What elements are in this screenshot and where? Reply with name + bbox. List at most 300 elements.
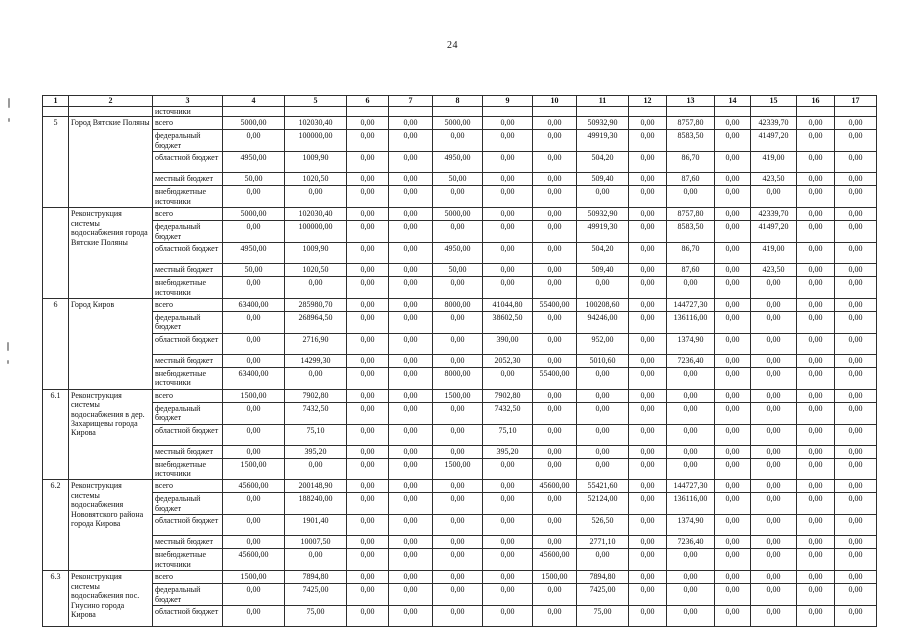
column-number-cell: 2 <box>69 96 153 107</box>
value-cell: 0,00 <box>751 480 797 493</box>
value-cell: 0,00 <box>751 445 797 458</box>
value-cell: 0,00 <box>797 298 835 311</box>
value-cell: 0,00 <box>835 130 877 152</box>
table-row <box>43 571 877 584</box>
value-cell: 0,00 <box>533 458 577 480</box>
section-number-cell: 6.1 <box>43 389 69 480</box>
value-cell: 509,40 <box>577 173 629 186</box>
value-cell: 86,70 <box>667 152 715 173</box>
value-cell: 136116,00 <box>667 311 715 333</box>
budget-type-cell: федеральный бюджет <box>153 221 223 243</box>
value-cell: 0,00 <box>667 584 715 606</box>
value-cell: 0,00 <box>629 606 667 627</box>
value-cell: 75,00 <box>285 606 347 627</box>
value-cell: 0,00 <box>483 571 533 584</box>
value-cell: 0,00 <box>629 354 667 367</box>
value-cell: 0,00 <box>483 536 533 549</box>
value-cell: 0,00 <box>577 445 629 458</box>
empty-cell <box>835 107 877 117</box>
value-cell: 0,00 <box>751 354 797 367</box>
value-cell: 0,00 <box>483 493 533 515</box>
value-cell: 0,00 <box>285 458 347 480</box>
value-cell: 0,00 <box>533 264 577 277</box>
value-cell: 41497,20 <box>751 221 797 243</box>
scan-artifact <box>7 360 9 364</box>
value-cell: 0,00 <box>483 549 533 571</box>
value-cell: 0,00 <box>751 515 797 536</box>
value-cell: 0,00 <box>433 333 483 354</box>
value-cell: 0,00 <box>389 221 433 243</box>
value-cell: 423,50 <box>751 264 797 277</box>
value-cell: 0,00 <box>835 264 877 277</box>
value-cell: 0,00 <box>751 536 797 549</box>
value-cell: 0,00 <box>751 458 797 480</box>
value-cell: 8583,50 <box>667 130 715 152</box>
value-cell: 0,00 <box>533 445 577 458</box>
value-cell: 1374,90 <box>667 333 715 354</box>
budget-type-cell: местный бюджет <box>153 536 223 549</box>
table-row <box>43 152 877 173</box>
column-number-cell: 16 <box>797 96 835 107</box>
value-cell: 0,00 <box>483 480 533 493</box>
value-cell: 0,00 <box>797 221 835 243</box>
column-number-cell: 10 <box>533 96 577 107</box>
value-cell: 5000,00 <box>433 208 483 221</box>
value-cell: 0,00 <box>389 130 433 152</box>
value-cell: 0,00 <box>797 549 835 571</box>
value-cell: 0,00 <box>835 186 877 208</box>
value-cell: 0,00 <box>835 584 877 606</box>
value-cell: 0,00 <box>835 515 877 536</box>
section-number-cell: 6.3 <box>43 571 69 627</box>
value-cell: 0,00 <box>797 208 835 221</box>
value-cell: 0,00 <box>389 389 433 402</box>
value-cell: 0,00 <box>389 298 433 311</box>
budget-type-cell: всего <box>153 389 223 402</box>
value-cell: 0,00 <box>533 333 577 354</box>
value-cell: 49919,30 <box>577 221 629 243</box>
empty-cell <box>285 107 347 117</box>
value-cell: 0,00 <box>797 333 835 354</box>
value-cell: 1009,90 <box>285 243 347 264</box>
value-cell: 0,00 <box>389 402 433 424</box>
value-cell: 0,00 <box>285 367 347 389</box>
value-cell: 0,00 <box>433 571 483 584</box>
value-cell: 0,00 <box>433 186 483 208</box>
column-number-cell: 8 <box>433 96 483 107</box>
value-cell: 0,00 <box>629 549 667 571</box>
value-cell: 0,00 <box>797 606 835 627</box>
budget-type-cell: всего <box>153 117 223 130</box>
value-cell: 0,00 <box>533 277 577 299</box>
value-cell: 0,00 <box>433 536 483 549</box>
value-cell: 0,00 <box>629 152 667 173</box>
value-cell: 0,00 <box>629 445 667 458</box>
value-cell: 50,00 <box>223 173 285 186</box>
column-number-cell: 14 <box>715 96 751 107</box>
value-cell: 0,00 <box>533 354 577 367</box>
value-cell: 0,00 <box>629 402 667 424</box>
value-cell: 63400,00 <box>223 367 285 389</box>
value-cell: 0,00 <box>797 173 835 186</box>
budget-type-cell: областной бюджет <box>153 515 223 536</box>
value-cell: 0,00 <box>715 515 751 536</box>
value-cell: 100000,00 <box>285 130 347 152</box>
value-cell: 0,00 <box>389 571 433 584</box>
value-cell: 0,00 <box>347 402 389 424</box>
value-cell: 50932,90 <box>577 117 629 130</box>
value-cell: 285980,70 <box>285 298 347 311</box>
budget-type-cell: всего <box>153 298 223 311</box>
value-cell: 8000,00 <box>433 298 483 311</box>
value-cell: 0,00 <box>347 333 389 354</box>
value-cell: 49919,30 <box>577 130 629 152</box>
value-cell: 0,00 <box>835 208 877 221</box>
value-cell: 0,00 <box>797 367 835 389</box>
value-cell: 4950,00 <box>433 152 483 173</box>
value-cell: 0,00 <box>347 515 389 536</box>
value-cell: 0,00 <box>533 402 577 424</box>
value-cell: 0,00 <box>347 367 389 389</box>
budget-type-cell: местный бюджет <box>153 354 223 367</box>
section-name-cell: Реконструкция системы водоснабжения в дер. Захарищевы города Кирова <box>69 389 153 480</box>
value-cell: 188240,00 <box>285 493 347 515</box>
column-number-cell: 17 <box>835 96 877 107</box>
value-cell: 0,00 <box>389 367 433 389</box>
value-cell: 55400,00 <box>533 298 577 311</box>
value-cell: 0,00 <box>715 208 751 221</box>
table-row <box>43 208 877 221</box>
value-cell: 0,00 <box>223 445 285 458</box>
table-row <box>43 480 877 493</box>
value-cell: 0,00 <box>751 186 797 208</box>
value-cell: 7432,50 <box>285 402 347 424</box>
value-cell: 45600,00 <box>223 480 285 493</box>
column-number-cell: 15 <box>751 96 797 107</box>
table-row <box>43 606 877 627</box>
value-cell: 0,00 <box>389 354 433 367</box>
empty-cell <box>667 107 715 117</box>
value-cell: 1020,50 <box>285 173 347 186</box>
budget-type-cell: внебюджетные источники <box>153 458 223 480</box>
value-cell: 0,00 <box>797 445 835 458</box>
value-cell: 0,00 <box>715 243 751 264</box>
empty-cell <box>715 107 751 117</box>
value-cell: 4950,00 <box>433 243 483 264</box>
value-cell: 0,00 <box>715 221 751 243</box>
budget-type-cell: внебюджетные источники <box>153 549 223 571</box>
value-cell: 5000,00 <box>223 117 285 130</box>
column-number-cell: 3 <box>153 96 223 107</box>
value-cell: 0,00 <box>667 186 715 208</box>
value-cell: 0,00 <box>667 424 715 445</box>
value-cell: 0,00 <box>835 221 877 243</box>
value-cell: 0,00 <box>667 277 715 299</box>
value-cell: 0,00 <box>433 515 483 536</box>
value-cell: 0,00 <box>483 264 533 277</box>
value-cell: 0,00 <box>223 515 285 536</box>
table-row <box>43 536 877 549</box>
value-cell: 0,00 <box>533 186 577 208</box>
value-cell: 102030,40 <box>285 117 347 130</box>
table-section <box>43 480 877 571</box>
value-cell: 0,00 <box>223 424 285 445</box>
value-cell: 0,00 <box>797 130 835 152</box>
value-cell: 0,00 <box>433 354 483 367</box>
value-cell: 0,00 <box>835 402 877 424</box>
value-cell: 0,00 <box>223 606 285 627</box>
value-cell: 0,00 <box>715 367 751 389</box>
value-cell: 0,00 <box>389 445 433 458</box>
value-cell: 0,00 <box>347 186 389 208</box>
value-cell: 0,00 <box>835 424 877 445</box>
value-cell: 395,20 <box>483 445 533 458</box>
scan-artifact <box>8 98 10 108</box>
value-cell: 0,00 <box>347 152 389 173</box>
value-cell: 0,00 <box>797 311 835 333</box>
value-cell: 45600,00 <box>223 549 285 571</box>
value-cell: 0,00 <box>715 536 751 549</box>
value-cell: 0,00 <box>223 130 285 152</box>
value-cell: 0,00 <box>835 389 877 402</box>
value-cell: 50932,90 <box>577 208 629 221</box>
value-cell: 0,00 <box>797 277 835 299</box>
carryover-row <box>43 107 877 117</box>
value-cell: 0,00 <box>285 186 347 208</box>
value-cell: 0,00 <box>347 264 389 277</box>
value-cell: 0,00 <box>433 480 483 493</box>
value-cell: 0,00 <box>533 152 577 173</box>
value-cell: 0,00 <box>629 186 667 208</box>
value-cell: 0,00 <box>835 173 877 186</box>
value-cell: 1500,00 <box>223 389 285 402</box>
value-cell: 0,00 <box>835 571 877 584</box>
value-cell: 395,20 <box>285 445 347 458</box>
value-cell: 1500,00 <box>433 389 483 402</box>
value-cell: 0,00 <box>389 480 433 493</box>
value-cell: 0,00 <box>347 536 389 549</box>
value-cell: 0,00 <box>797 536 835 549</box>
empty-cell <box>43 107 69 117</box>
value-cell: 102030,40 <box>285 208 347 221</box>
budget-type-cell: всего <box>153 480 223 493</box>
value-cell: 0,00 <box>667 445 715 458</box>
value-cell: 0,00 <box>483 606 533 627</box>
value-cell: 4950,00 <box>223 243 285 264</box>
value-cell: 0,00 <box>797 117 835 130</box>
value-cell: 0,00 <box>751 367 797 389</box>
empty-cell <box>69 107 153 117</box>
value-cell: 5000,00 <box>223 208 285 221</box>
value-cell: 0,00 <box>835 458 877 480</box>
value-cell: 0,00 <box>533 515 577 536</box>
value-cell: 0,00 <box>629 208 667 221</box>
value-cell: 0,00 <box>389 606 433 627</box>
value-cell: 0,00 <box>223 536 285 549</box>
value-cell: 0,00 <box>835 277 877 299</box>
value-cell: 5010,60 <box>577 354 629 367</box>
value-cell: 7236,40 <box>667 354 715 367</box>
value-cell: 0,00 <box>751 584 797 606</box>
value-cell: 268964,50 <box>285 311 347 333</box>
value-cell: 0,00 <box>433 221 483 243</box>
empty-cell <box>629 107 667 117</box>
table-row <box>43 277 877 299</box>
value-cell: 0,00 <box>667 458 715 480</box>
empty-cell <box>483 107 533 117</box>
value-cell: 0,00 <box>389 493 433 515</box>
value-cell: 7902,80 <box>285 389 347 402</box>
value-cell: 7425,00 <box>285 584 347 606</box>
value-cell: 0,00 <box>751 424 797 445</box>
value-cell: 0,00 <box>835 354 877 367</box>
value-cell: 0,00 <box>433 311 483 333</box>
value-cell: 0,00 <box>433 606 483 627</box>
table-row <box>43 549 877 571</box>
value-cell: 0,00 <box>797 584 835 606</box>
value-cell: 0,00 <box>835 549 877 571</box>
value-cell: 0,00 <box>389 277 433 299</box>
value-cell: 0,00 <box>389 173 433 186</box>
value-cell: 0,00 <box>715 389 751 402</box>
budget-type-cell: областной бюджет <box>153 152 223 173</box>
section-name-cell: Реконструкция системы водоснабжения Нововятского района города Кирова <box>69 480 153 571</box>
value-cell: 0,00 <box>751 389 797 402</box>
value-cell: 0,00 <box>483 173 533 186</box>
value-cell: 0,00 <box>389 264 433 277</box>
value-cell: 1020,50 <box>285 264 347 277</box>
value-cell: 0,00 <box>797 515 835 536</box>
value-cell: 0,00 <box>715 571 751 584</box>
value-cell: 0,00 <box>347 445 389 458</box>
value-cell: 0,00 <box>835 117 877 130</box>
value-cell: 0,00 <box>667 606 715 627</box>
value-cell: 0,00 <box>667 402 715 424</box>
value-cell: 0,00 <box>223 277 285 299</box>
value-cell: 0,00 <box>835 367 877 389</box>
value-cell: 0,00 <box>715 549 751 571</box>
value-cell: 0,00 <box>629 130 667 152</box>
value-cell: 0,00 <box>433 424 483 445</box>
value-cell: 0,00 <box>389 243 433 264</box>
value-cell: 0,00 <box>751 493 797 515</box>
value-cell: 0,00 <box>347 221 389 243</box>
value-cell: 75,00 <box>577 606 629 627</box>
table-section <box>43 571 877 627</box>
value-cell: 0,00 <box>533 389 577 402</box>
value-cell: 0,00 <box>715 186 751 208</box>
value-cell: 0,00 <box>629 173 667 186</box>
value-cell: 0,00 <box>629 389 667 402</box>
value-cell: 0,00 <box>347 549 389 571</box>
empty-cell <box>347 107 389 117</box>
value-cell: 4950,00 <box>223 152 285 173</box>
value-cell: 0,00 <box>223 311 285 333</box>
value-cell: 0,00 <box>667 389 715 402</box>
table-row <box>43 173 877 186</box>
value-cell: 0,00 <box>389 536 433 549</box>
value-cell: 0,00 <box>629 311 667 333</box>
value-cell: 504,20 <box>577 243 629 264</box>
column-number-cell: 5 <box>285 96 347 107</box>
value-cell: 0,00 <box>797 571 835 584</box>
value-cell: 0,00 <box>629 458 667 480</box>
value-cell: 0,00 <box>835 243 877 264</box>
value-cell: 0,00 <box>483 186 533 208</box>
column-number-cell: 11 <box>577 96 629 107</box>
value-cell: 0,00 <box>629 243 667 264</box>
value-cell: 50,00 <box>433 264 483 277</box>
value-cell: 0,00 <box>835 480 877 493</box>
budget-table <box>42 95 877 627</box>
value-cell: 7894,80 <box>285 571 347 584</box>
value-cell: 0,00 <box>433 584 483 606</box>
value-cell: 0,00 <box>715 584 751 606</box>
value-cell: 5000,00 <box>433 117 483 130</box>
value-cell: 0,00 <box>797 389 835 402</box>
value-cell: 0,00 <box>389 152 433 173</box>
value-cell: 0,00 <box>629 571 667 584</box>
value-cell: 2771,10 <box>577 536 629 549</box>
value-cell: 0,00 <box>715 277 751 299</box>
value-cell: 0,00 <box>667 571 715 584</box>
value-cell: 45600,00 <box>533 549 577 571</box>
value-cell: 0,00 <box>715 152 751 173</box>
budget-type-cell: федеральный бюджет <box>153 584 223 606</box>
table-row <box>43 130 877 152</box>
value-cell: 0,00 <box>389 458 433 480</box>
value-cell: 0,00 <box>797 424 835 445</box>
value-cell: 0,00 <box>483 277 533 299</box>
value-cell: 0,00 <box>347 584 389 606</box>
value-cell: 0,00 <box>223 354 285 367</box>
value-cell: 87,60 <box>667 173 715 186</box>
value-cell: 0,00 <box>797 458 835 480</box>
section-number-cell: 6 <box>43 298 69 389</box>
value-cell: 0,00 <box>285 549 347 571</box>
value-cell: 0,00 <box>533 584 577 606</box>
value-cell: 0,00 <box>483 117 533 130</box>
section-name-cell: Город Вятские Поляны <box>69 117 153 208</box>
value-cell: 0,00 <box>577 458 629 480</box>
value-cell: 0,00 <box>347 424 389 445</box>
value-cell: 0,00 <box>347 606 389 627</box>
table-section <box>43 298 877 389</box>
empty-cell <box>433 107 483 117</box>
value-cell: 0,00 <box>577 277 629 299</box>
value-cell: 0,00 <box>389 186 433 208</box>
value-cell: 0,00 <box>347 493 389 515</box>
value-cell: 0,00 <box>483 208 533 221</box>
value-cell: 0,00 <box>715 445 751 458</box>
value-cell: 0,00 <box>533 606 577 627</box>
section-name-cell: Реконструкция системы водоснабжения города Вятские Поляны <box>69 208 153 299</box>
column-number-cell: 7 <box>389 96 433 107</box>
value-cell: 8000,00 <box>433 367 483 389</box>
value-cell: 86,70 <box>667 243 715 264</box>
value-cell: 0,00 <box>433 402 483 424</box>
value-cell: 0,00 <box>629 480 667 493</box>
value-cell: 0,00 <box>715 424 751 445</box>
value-cell: 0,00 <box>797 152 835 173</box>
value-cell: 1500,00 <box>533 571 577 584</box>
value-cell: 0,00 <box>797 493 835 515</box>
value-cell: 1500,00 <box>223 458 285 480</box>
value-cell: 0,00 <box>577 389 629 402</box>
value-cell: 0,00 <box>483 243 533 264</box>
value-cell: 0,00 <box>577 186 629 208</box>
value-cell: 42339,70 <box>751 117 797 130</box>
